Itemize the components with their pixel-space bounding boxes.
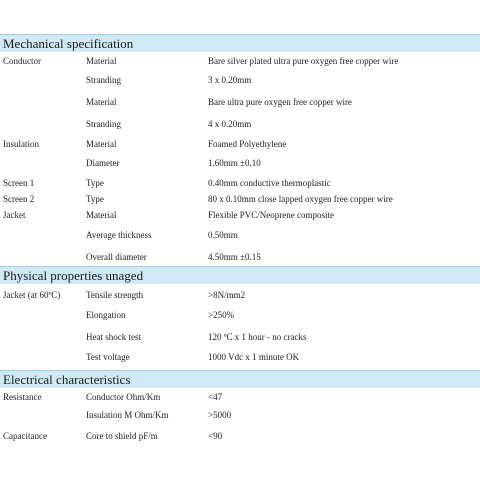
- row-property: Material: [86, 139, 117, 149]
- row-label: Resistance: [3, 392, 42, 402]
- section-header-electrical: Electrical characteristics: [0, 370, 480, 388]
- row-property: Overall diameter: [86, 252, 147, 262]
- row-value: Bare silver plated ultra pure oxygen free copper wire: [208, 56, 399, 66]
- row-value: Foamed Polyethylene: [208, 139, 287, 149]
- section-header-mechanical: Mechanical specification: [0, 34, 480, 52]
- section-header-physical: Physical properties unaged: [0, 266, 480, 284]
- row-value: >5000: [208, 410, 232, 420]
- row-label: Jacket: [3, 210, 26, 220]
- row-label: Capacitance: [3, 431, 47, 441]
- row-label: Jacket (at 60ºC): [3, 290, 61, 300]
- row-value: Flexible PVC/Neoprene composite: [208, 210, 334, 220]
- row-property: Core to shield pF/m: [86, 431, 158, 441]
- row-value: 80 x 0.10mm close lapped oxygen free copper wire: [208, 194, 393, 204]
- row-property: Tensile strength: [86, 290, 144, 300]
- row-value: >250%: [208, 310, 235, 320]
- row-label: Screen 1: [3, 178, 35, 188]
- row-property: Type: [86, 178, 104, 188]
- row-value: 0.40mm conductive thermoplastic: [208, 178, 331, 188]
- row-property: Test voltage: [86, 352, 130, 362]
- row-label: Conductor: [3, 56, 41, 66]
- row-value: <90: [208, 431, 223, 441]
- row-property: Conductor Ohm/Km: [86, 392, 161, 402]
- row-value: 4 x 0.20mm: [208, 119, 252, 129]
- row-property: Insulation M Ohm/Km: [86, 410, 169, 420]
- row-value: >8N/mm2: [208, 290, 246, 300]
- row-property: Heat shock test: [86, 332, 141, 342]
- row-property: Stranding: [86, 119, 121, 129]
- row-value: <47: [208, 392, 223, 402]
- row-property: Diameter: [86, 158, 120, 168]
- row-property: Stranding: [86, 75, 121, 85]
- row-value: 4.50mm ±0.15: [208, 252, 261, 262]
- row-property: Material: [86, 56, 117, 66]
- row-property: Average thickness: [86, 230, 152, 240]
- row-property: Elongation: [86, 310, 126, 320]
- row-property: Material: [86, 210, 117, 220]
- row-value: 1000 Vdc x 1 minute OK: [208, 352, 300, 362]
- row-property: Material: [86, 97, 117, 107]
- row-label: Insulation: [3, 139, 39, 149]
- row-property: Type: [86, 194, 104, 204]
- row-value: 120 ºC x 1 hour - no cracks: [208, 332, 307, 342]
- row-value: 0.50mm: [208, 230, 238, 240]
- row-value: 3 x 0.20mm: [208, 75, 252, 85]
- row-value: Bare ultra pure oxygen free copper wire: [208, 97, 352, 107]
- row-label: Screen 2: [3, 194, 35, 204]
- row-value: 1.60mm ±0.10: [208, 158, 261, 168]
